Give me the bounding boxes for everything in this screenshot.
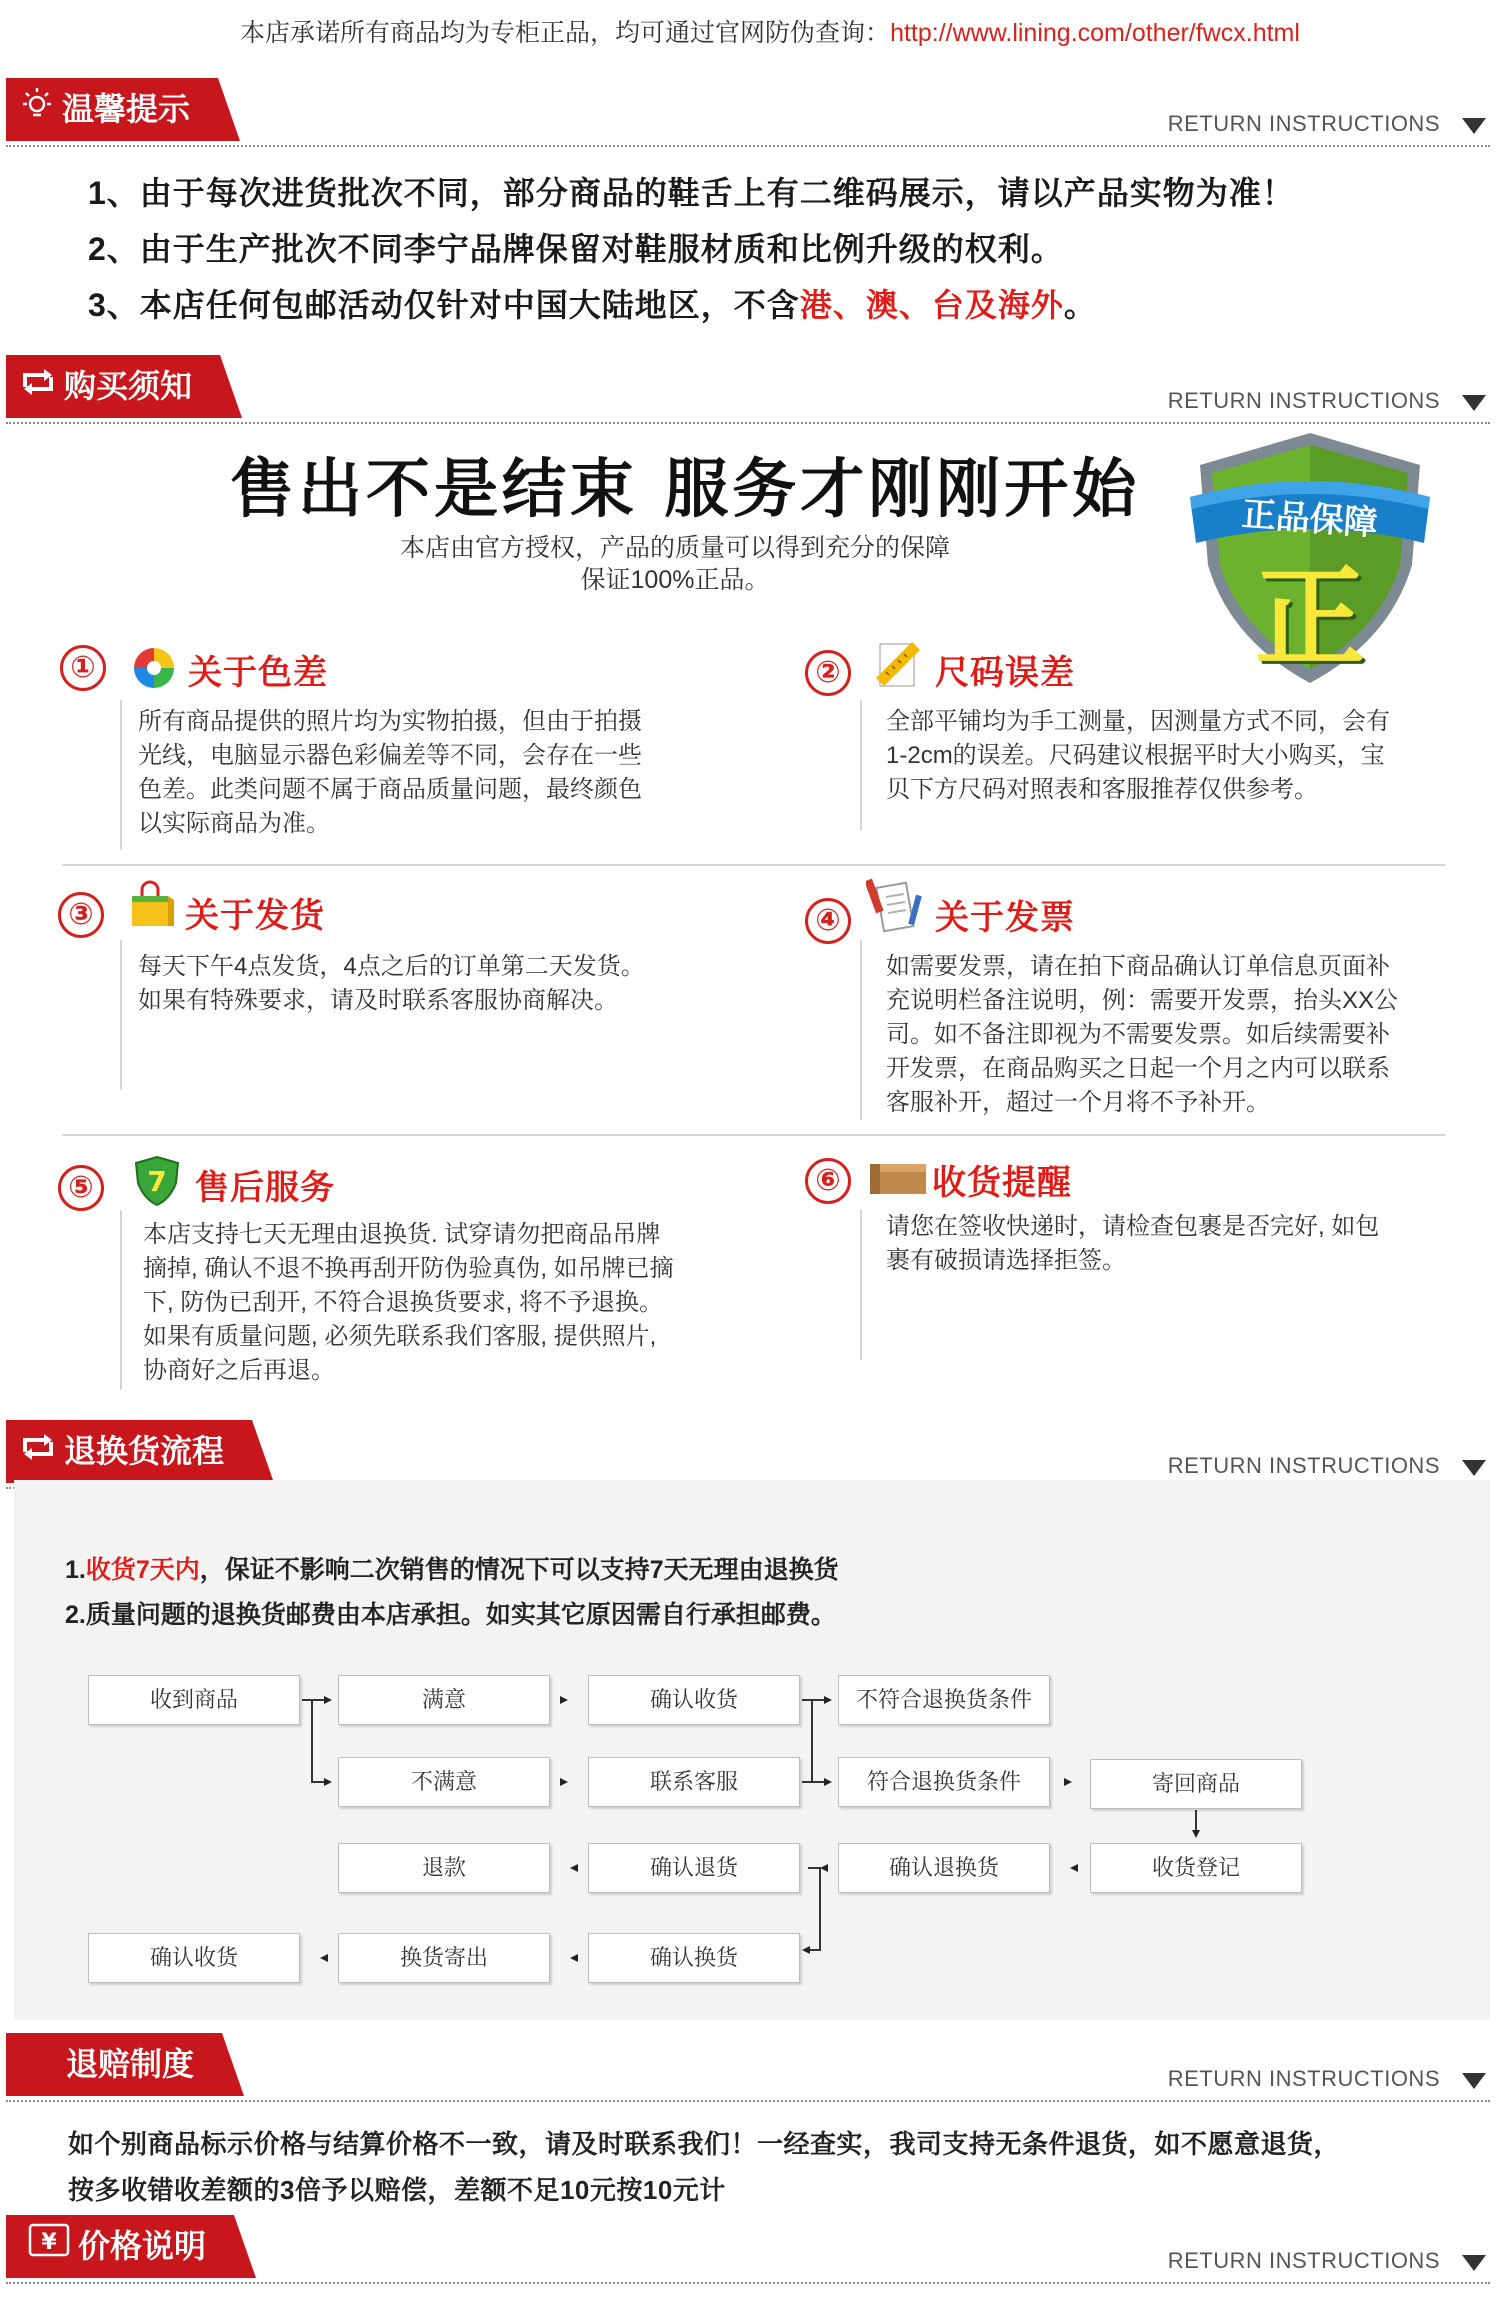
section-tab-price xyxy=(6,2215,234,2278)
item-body-line: 贝下方尺码对照表和客服推荐仅供参考。 xyxy=(886,776,1318,803)
item-body-line: 所有商品提供的照片均为实物拍摄，但由于拍摄 xyxy=(138,708,642,735)
rule-text: ，保证不影响二次销售的情况下可以支持7天无理由退换货 xyxy=(199,1556,839,1584)
genuine-guarantee-text: 保证100%正品。 xyxy=(580,566,770,594)
flow-contact-service: 联系客服 xyxy=(588,1757,800,1807)
item-body-line: 开发票，在商品购买之日起一个月之内可以联系 xyxy=(886,1055,1390,1082)
genuine-guarantee-badge xyxy=(1180,425,1440,690)
flow-receipt-register: 收货登记 xyxy=(1090,1843,1302,1893)
authorization-text: 本店由官方授权，产品的质量可以得到充分的保障 xyxy=(399,534,950,562)
flow-satisfied: 满意 xyxy=(338,1675,550,1725)
item-title: 关于色差 xyxy=(188,654,328,692)
svg-text:7: 7 xyxy=(147,1165,167,1198)
item-body-line: 本店支持七天无理由退换货. 试穿请勿把商品吊牌 xyxy=(143,1221,661,1248)
flow-confirm-return-exchange: 确认退换货 xyxy=(838,1843,1050,1893)
section-title: 退赔制度 xyxy=(66,2046,195,2082)
caret-down-icon xyxy=(1462,1460,1486,1476)
item-body-line: 充说明栏备注说明，例：需要开发票，抬头XX公 xyxy=(886,987,1399,1014)
flow-confirm-receipt: 确认收货 xyxy=(588,1675,800,1725)
exchange-rule-1 xyxy=(65,1550,839,1586)
section-tab-exchange xyxy=(6,1420,252,1483)
flow-not-eligible: 不符合退换货条件 xyxy=(838,1675,1050,1725)
item-body xyxy=(886,705,1390,807)
flow-refund: 退款 xyxy=(338,1843,550,1893)
item-number: ⑤ xyxy=(58,1165,104,1211)
item-body-line: 1-2cm的误差。尺码建议根据平时大小购买，宝 xyxy=(886,742,1385,769)
divider xyxy=(860,1210,862,1360)
return-instructions-label: RETURN INSTRUCTIONS xyxy=(1167,1453,1440,1478)
tip-line-3-end: 。 xyxy=(1063,287,1097,323)
item-body-line: 请您在签收快递时，请检查包裹是否完好, 如包 xyxy=(886,1213,1380,1240)
official-verify-link[interactable]: http://www.lining.com/other/fwcx.html xyxy=(890,19,1300,47)
item-body-line: 客服补开，超过一个月将不予补开。 xyxy=(886,1089,1270,1116)
compensation-line-2: 按多收错收差额的3倍予以赔偿，差额不足10元按10元计 xyxy=(68,2175,726,2205)
divider xyxy=(120,1210,122,1390)
package-icon xyxy=(868,1158,928,1203)
flow-connectors xyxy=(0,1660,1500,2000)
badge-label: 正品保障 xyxy=(1240,495,1379,543)
item-body-line: 色差。此类问题不属于商品质量问题，最终颜色 xyxy=(138,776,642,803)
return-instructions-label: RETURN INSTRUCTIONS xyxy=(1167,111,1440,136)
ruler-icon xyxy=(872,638,928,695)
dotted-divider xyxy=(6,422,1490,424)
dotted-divider xyxy=(6,2100,1490,2102)
item-number: ⑥ xyxy=(805,1158,851,1204)
item-body-line: 每天下午4点发货，4点之后的订单第二天发货。 xyxy=(138,953,645,980)
item-body-line: 司。如不备注即视为不需要发票。如后续需要补 xyxy=(886,1021,1390,1048)
top-notice xyxy=(0,0,1500,66)
flow-eligible: 符合退换货条件 xyxy=(838,1757,1050,1807)
section-tab-purchase xyxy=(6,355,220,418)
service-slogan: 售出不是结束 服务才刚刚开始 xyxy=(230,453,1141,527)
color-wheel-icon xyxy=(132,646,176,695)
item-body xyxy=(138,705,642,841)
rule-prefix: 1. xyxy=(65,1556,86,1584)
refresh-icon xyxy=(20,1420,56,1483)
section-tab-tips xyxy=(6,78,218,141)
return-instructions-label: RETURN INSTRUCTIONS xyxy=(1167,2066,1440,2091)
item-title: 售后服务 xyxy=(195,1169,335,1207)
section-header-purchase xyxy=(6,355,1490,425)
section-header-compensation xyxy=(6,2033,1490,2103)
tip-line-3-text: 3、本店任何包邮活动仅针对中国大陆地区，不含 xyxy=(88,287,800,323)
invoice-icon xyxy=(866,875,930,942)
tip-line-1: 1、由于每次进货批次不同，部分商品的鞋舌上有二维码展示，请以产品实物为准！ xyxy=(88,175,1295,211)
item-body xyxy=(138,950,645,1018)
item-body-line: 如果有特殊要求，请及时联系客服协商解决。 xyxy=(138,987,618,1014)
flow-confirm-return: 确认退货 xyxy=(588,1843,800,1893)
item-title: 关于发票 xyxy=(935,899,1075,937)
item-number: ③ xyxy=(58,892,104,938)
item-body-line: 摘掉, 确认不退不换再刮开防伪验真伪, 如吊牌已摘 xyxy=(143,1255,674,1282)
item-body-line: 如需要发票，请在拍下商品确认订单信息页面补 xyxy=(886,953,1390,980)
excluded-regions: 港、澳、台及海外 xyxy=(799,287,1064,323)
flow-received: 收到商品 xyxy=(88,1675,300,1725)
divider xyxy=(62,1134,1446,1136)
section-title: 价格说明 xyxy=(78,2228,207,2264)
item-title: 关于发货 xyxy=(185,897,325,935)
shopping-bag-icon xyxy=(128,880,176,935)
section-header-tips xyxy=(6,78,1490,148)
section-title: 退换货流程 xyxy=(64,1433,225,1469)
dotted-divider xyxy=(6,145,1490,147)
item-body-line: 光线，电脑显示器色彩偏差等不同，会存在一些 xyxy=(138,742,642,769)
item-body-line: 协商好之后再退。 xyxy=(143,1357,335,1384)
item-body-line: 如果有质量问题, 必须先联系我们客服, 提供照片, xyxy=(143,1323,657,1350)
top-notice-text: 本店承诺所有商品均为专柜正品，均可通过官网防伪查询： xyxy=(240,19,891,47)
refresh-icon xyxy=(20,355,56,418)
flow-exchange-shipped: 换货寄出 xyxy=(338,1933,550,1983)
item-title: 尺码误差 xyxy=(935,654,1075,692)
tip-line-2: 2、由于生产批次不同李宁品牌保留对鞋服材质和比例升级的权利。 xyxy=(88,231,1064,267)
flow-send-back: 寄回商品 xyxy=(1090,1759,1302,1809)
caret-down-icon xyxy=(1462,2073,1486,2089)
rule-highlight: 收货7天内 xyxy=(85,1556,200,1584)
exchange-rule-2: 2.质量问题的退换货邮费由本店承担。如实其它原因需自行承担邮费。 xyxy=(65,1601,836,1629)
flow-unsatisfied: 不满意 xyxy=(338,1757,550,1807)
item-body-line: 下, 防伪已刮开, 不符合退换货要求, 将不予退换。 xyxy=(143,1289,664,1316)
compensation-line-1: 如个别商品标示价格与结算价格不一致，请及时联系我们！一经查实，我司支持无条件退货，如不愿意退货， xyxy=(68,2129,1341,2159)
svg-text:¥: ¥ xyxy=(41,2230,57,2255)
return-instructions-label: RETURN INSTRUCTIONS xyxy=(1167,2248,1440,2273)
item-title: 收货提醒 xyxy=(932,1164,1072,1202)
section-header-price xyxy=(6,2215,1490,2285)
return-instructions-label: RETURN INSTRUCTIONS xyxy=(1167,388,1440,413)
divider xyxy=(120,940,122,1090)
item-body-line: 裹有破损请选择拒签。 xyxy=(886,1247,1126,1274)
tip-line-3 xyxy=(88,280,1097,326)
section-title: 购买须知 xyxy=(64,368,193,404)
seven-day-shield-icon xyxy=(132,1155,182,1212)
bulb-icon xyxy=(20,78,54,141)
flow-confirm-receipt-final: 确认收货 xyxy=(88,1933,300,1983)
section-tab-compensation xyxy=(6,2033,222,2096)
item-body xyxy=(886,950,1398,1120)
badge-char: 正 xyxy=(1255,554,1365,682)
divider xyxy=(62,864,1446,866)
caret-down-icon xyxy=(1462,118,1486,134)
section-title: 温馨提示 xyxy=(62,91,191,127)
item-body-line: 全部平铺均为手工测量，因测量方式不同，会有 xyxy=(886,708,1390,735)
yen-icon xyxy=(28,2215,70,2278)
item-number: ① xyxy=(60,645,106,691)
divider xyxy=(860,940,862,1120)
item-body-line: 以实际商品为准。 xyxy=(138,810,330,837)
item-number: ④ xyxy=(805,898,851,944)
item-body xyxy=(143,1218,674,1388)
item-body xyxy=(886,1210,1379,1278)
flow-confirm-exchange: 确认换货 xyxy=(588,1933,800,1983)
dotted-divider xyxy=(6,2282,1490,2284)
divider xyxy=(120,700,122,850)
item-number: ② xyxy=(805,650,851,696)
caret-down-icon xyxy=(1462,2255,1486,2271)
divider xyxy=(860,700,862,830)
caret-down-icon xyxy=(1462,395,1486,411)
